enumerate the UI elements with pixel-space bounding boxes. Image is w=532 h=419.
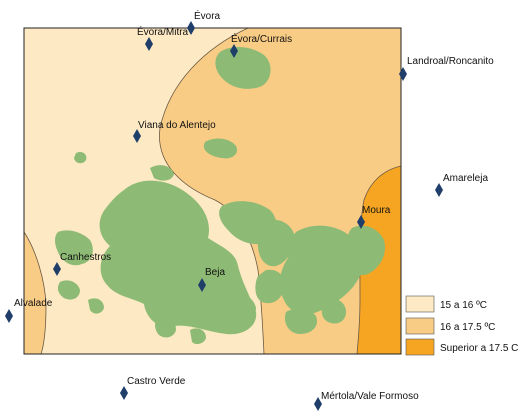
station-label: Évora xyxy=(194,11,221,22)
station-label: Beja xyxy=(205,267,226,278)
station-landroal-roncanito xyxy=(399,56,494,81)
station-label: Amareleja xyxy=(443,173,489,184)
station-marker-icon xyxy=(435,183,443,197)
station-label: Landroal/Roncanito xyxy=(407,56,494,67)
legend-swatch xyxy=(406,318,434,334)
station-marker-icon xyxy=(120,386,128,400)
station-label: Évora/Mitra xyxy=(137,27,189,38)
station-marker-icon xyxy=(5,309,13,323)
station-label: Castro Verde xyxy=(127,376,186,387)
legend-swatch xyxy=(406,339,434,355)
legend-label: 16 a 17.5 ºC xyxy=(440,322,496,333)
legend xyxy=(406,296,518,355)
station-label: Mértola/Vale Formoso xyxy=(321,391,419,402)
station-label: Canhestros xyxy=(60,252,112,263)
legend-item-16-175 xyxy=(406,318,495,334)
legend-label: Superior a 17.5 C xyxy=(440,343,519,354)
station-label: Moura xyxy=(362,205,391,216)
station-castro-verde xyxy=(120,376,186,400)
station-label: Alvalade xyxy=(14,298,53,309)
legend-label: 15 a 16 ºC xyxy=(440,300,488,311)
station-label: Évora/Currais xyxy=(231,34,293,45)
station-label: Viana do Alentejo xyxy=(138,120,216,131)
station-amareleja xyxy=(435,173,488,197)
legend-item-15-16 xyxy=(406,296,487,312)
legend-swatch xyxy=(406,296,434,312)
legend-item-sup-175 xyxy=(406,339,518,355)
station-mertola-vale-formoso xyxy=(314,391,419,411)
